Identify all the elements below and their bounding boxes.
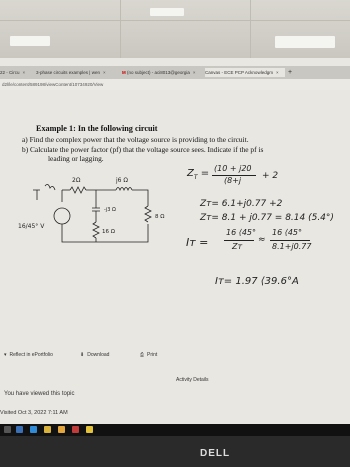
fraction-bar (224, 240, 254, 241)
tab-label: (no subject) - aci8013@georgia (127, 70, 190, 75)
resistor-8ohm (145, 206, 151, 222)
print-label: Print (147, 352, 158, 358)
file-explorer-icon[interactable] (58, 426, 65, 433)
question-a: a) Find the complex power that the voltage source is providing to the circuit. (22, 135, 249, 144)
r2-label: 16 Ω (102, 229, 115, 235)
folder-icon[interactable] (44, 426, 51, 433)
zt-denominator: (8+j (224, 176, 242, 185)
download-icon: ⬇ (80, 352, 85, 358)
ceiling-light (150, 8, 184, 16)
circuit-diagram (0, 170, 175, 280)
download-button[interactable] (80, 352, 109, 358)
monitor-bezel (0, 436, 350, 467)
print-button[interactable] (140, 352, 157, 358)
arrow-icon: ▾ (4, 352, 7, 358)
close-icon[interactable]: × (192, 70, 196, 75)
ceiling-grid-line (250, 0, 251, 60)
brand-logo: DELL (200, 448, 231, 459)
ceiling-grid-line (0, 20, 350, 21)
resistor-16ohm (93, 222, 99, 238)
ceiling-light (275, 36, 335, 48)
r3-label: 8 Ω (155, 214, 165, 220)
task-view-icon[interactable] (16, 426, 23, 433)
it-denominator: Zᴛ (232, 242, 243, 251)
question-b-continued: leading or lagging. (48, 154, 104, 163)
download-label: Download (87, 352, 110, 358)
browser-tab[interactable] (0, 68, 34, 77)
zt-line-2: Zᴛ= 6.1+j0.77 +2 (200, 199, 283, 209)
voltage-source (54, 208, 70, 224)
browser-tab[interactable] (36, 68, 116, 77)
gmail-icon: M (122, 70, 126, 75)
zt-numerator: (10 + j20 (214, 164, 252, 173)
app-icon[interactable] (72, 426, 79, 433)
it-denominator-2: 8.1+j0.77 (272, 242, 312, 251)
approx-sign: ≈ (258, 235, 266, 245)
close-icon[interactable]: × (102, 70, 106, 75)
close-icon[interactable]: × (22, 70, 26, 75)
tab-label: 3-phase circuits examples | wen (36, 70, 100, 75)
l1-label: j6 Ω (116, 177, 128, 184)
viewed-topic-text: You have viewed this topic (4, 391, 75, 397)
final-current: Iᴛ= 1.97 ⟨39.6°A (215, 276, 299, 287)
example-title: Example 1: In the following circuit (36, 124, 158, 133)
resistor-2ohm (70, 187, 86, 193)
reflect-label: Reflect in ePortfolio (9, 352, 53, 358)
new-tab-button[interactable]: + (288, 69, 293, 76)
r1-label: 2Ω (72, 177, 81, 184)
c1-label: -j3 Ω (104, 207, 116, 213)
question-b: b) Calculate the power factor (pf) that the voltage source sees. Indicate if the pf is (22, 145, 264, 154)
zt-plus: + 2 (262, 171, 279, 181)
browser-tab-active[interactable] (205, 68, 285, 77)
zt-label: $Z_T$ = (187, 168, 210, 181)
url-text: d2l/le/content/589198/viewContent/10734920/View (2, 82, 104, 87)
it-label: Iᴛ = (186, 236, 209, 249)
it-numerator-2: 16 ⟨45° (272, 228, 303, 237)
inductor-j6 (116, 188, 132, 191)
search-icon[interactable] (4, 426, 11, 433)
capacitor-j3 (92, 208, 100, 211)
fraction-bar (270, 240, 310, 241)
browser-tab-bar (0, 66, 350, 79)
chrome-icon[interactable] (86, 426, 93, 433)
tab-label: 22 - Circu (0, 70, 20, 75)
tab-label: Canvas - ECE PCP Acknowledgm (205, 70, 273, 75)
browser-tab[interactable] (122, 68, 202, 77)
ceiling-light (10, 36, 50, 46)
taskbar (0, 424, 350, 436)
ceiling-grid-line (120, 0, 121, 60)
zt-line-3: Zᴛ= 8.1 + j0.77 = 8.14 (5.4°) (200, 213, 334, 223)
activity-details-link[interactable]: Activity Details (176, 377, 209, 383)
reflect-eportfolio-button[interactable] (4, 352, 53, 358)
address-bar[interactable] (0, 79, 350, 90)
close-icon[interactable]: × (275, 70, 279, 75)
source-label: 16/45° V (18, 223, 45, 230)
printer-icon: ⎙ (140, 352, 145, 358)
edge-icon[interactable] (30, 426, 37, 433)
it-numerator: 16 ⟨45° (226, 228, 257, 237)
visited-timestamp: Visited Oct 3, 2022 7:11 AM (0, 410, 68, 416)
